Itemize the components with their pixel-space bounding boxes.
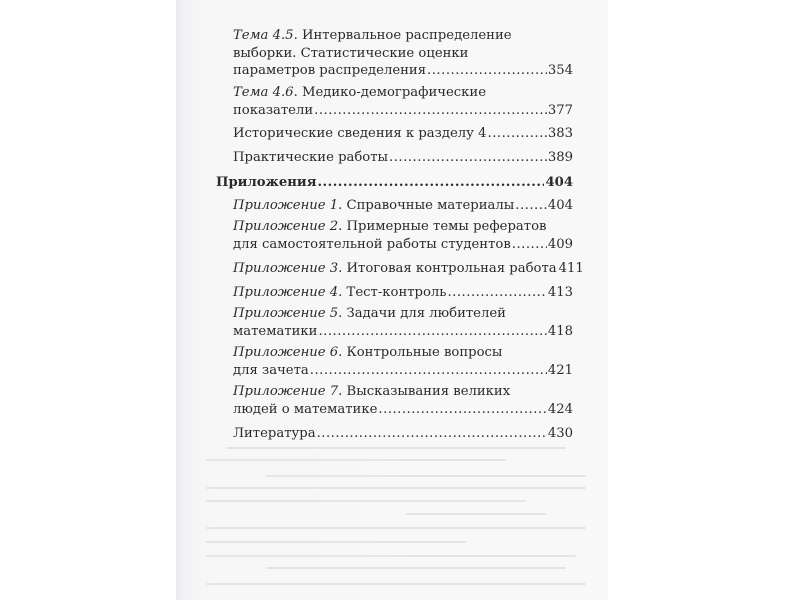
toc-entry-appendix-1[interactable]: Приложение 1. Справочные материалы ..... 404 bbox=[233, 197, 573, 215]
entry-title: Литература bbox=[233, 426, 316, 441]
entry-label: Приложение 7 bbox=[233, 384, 339, 399]
leader-dots bbox=[515, 197, 547, 215]
toc-entry-appendix-4[interactable]: Приложение 4. Тест-контроль ..... 413 bbox=[233, 284, 573, 302]
toc-entry-appendix-6[interactable]: Приложение 6. Контрольные вопросы для зачета ..... 421 bbox=[233, 344, 573, 379]
page-number: 354 bbox=[547, 63, 573, 78]
entry-title: показатели bbox=[233, 102, 314, 118]
toc-entry-appendix-3[interactable]: Приложение 3. Итоговая контрольная работа 411 bbox=[233, 261, 584, 276]
toc-entry-appendices[interactable] bbox=[216, 174, 573, 192]
leader-dots bbox=[488, 125, 547, 143]
entry-title: Приложения bbox=[216, 175, 317, 190]
book-page bbox=[176, 0, 608, 600]
page-number: 411 bbox=[558, 261, 584, 276]
entry-title: Справочные материалы bbox=[346, 198, 515, 213]
leader-dots bbox=[389, 149, 547, 167]
page-number: 404 bbox=[545, 175, 573, 190]
bleed-through-text bbox=[206, 445, 596, 595]
toc-entry-history[interactable] bbox=[233, 125, 573, 143]
page-number: 389 bbox=[547, 150, 573, 165]
page-number: 418 bbox=[547, 323, 573, 339]
toc-entry-appendix-5[interactable]: Приложение 5. Задачи для любителей математики ..... 418 bbox=[233, 305, 573, 340]
entry-title: для зачета bbox=[233, 362, 309, 378]
leader-dots bbox=[318, 323, 546, 341]
entry-label: Приложение 2 bbox=[233, 219, 339, 234]
page-number: 377 bbox=[547, 102, 573, 118]
leader-dots bbox=[378, 401, 546, 419]
page-number: 383 bbox=[547, 126, 573, 141]
leader-dots bbox=[317, 425, 547, 443]
entry-label: Тема 4.6 bbox=[233, 85, 294, 100]
page-number: 430 bbox=[547, 426, 573, 441]
toc-entry-appendix-7[interactable]: Приложение 7. Высказывания великих людей о математике ..... 424 bbox=[233, 383, 573, 418]
entry-title: математики bbox=[233, 323, 318, 339]
entry-title: для самостоятельной работы студентов bbox=[233, 236, 511, 252]
entry-title: Примерные темы рефератов bbox=[346, 219, 547, 234]
entry-title: Итоговая контрольная работа bbox=[346, 261, 557, 276]
entry-label: Приложение 6 bbox=[233, 345, 339, 360]
page-number: 413 bbox=[547, 285, 573, 300]
entry-label: Приложение 1 bbox=[233, 198, 339, 213]
entry-label: Приложение 3 bbox=[233, 261, 339, 276]
entry-title: Задачи для любителей bbox=[346, 306, 506, 321]
toc-entry-practical-works[interactable] bbox=[233, 149, 573, 167]
page-number: 424 bbox=[547, 401, 573, 417]
leader-dots bbox=[512, 236, 547, 254]
entry-title: Практические работы bbox=[233, 150, 389, 165]
entry-label: Приложение 5 bbox=[233, 306, 339, 321]
entry-title: Высказывания великих bbox=[346, 384, 511, 399]
entry-title: Интервальное распределение bbox=[301, 28, 512, 43]
leader-dots bbox=[317, 174, 544, 192]
leader-dots bbox=[314, 102, 547, 120]
toc-entry-references[interactable] bbox=[233, 425, 573, 443]
page-number: 421 bbox=[547, 362, 573, 378]
entry-title: выборки. Статистические оценки bbox=[233, 45, 469, 61]
entry-title: людей о математике bbox=[233, 401, 378, 417]
toc-entry-topic-4-6[interactable]: Тема 4.6. Медико-демографические показатели ..... 377 bbox=[233, 84, 573, 119]
entry-label: Тема 4.5 bbox=[233, 28, 294, 43]
entry-title: Тест-контроль bbox=[346, 285, 447, 300]
entry-label: Приложение 4 bbox=[233, 285, 339, 300]
leader-dots bbox=[427, 62, 547, 80]
leader-dots bbox=[310, 362, 547, 380]
leader-dots bbox=[447, 284, 546, 302]
entry-title: Контрольные вопросы bbox=[346, 345, 503, 360]
page-number: 404 bbox=[547, 198, 573, 213]
entry-title: параметров распределения bbox=[233, 63, 427, 78]
toc-entry-appendix-2[interactable]: Приложение 2. Примерные темы рефератов для самостоятельной работы студентов ..... 409 bbox=[233, 218, 573, 253]
page-number: 409 bbox=[547, 236, 573, 252]
entry-title: Медико-демографические bbox=[301, 85, 486, 100]
toc-entry-topic-4-5[interactable]: Тема 4.5. Интервальное распределение выборки. Статистические оценки параметров распределения ..... 354 bbox=[233, 27, 573, 80]
entry-title: Исторические сведения к разделу 4 bbox=[233, 126, 487, 141]
